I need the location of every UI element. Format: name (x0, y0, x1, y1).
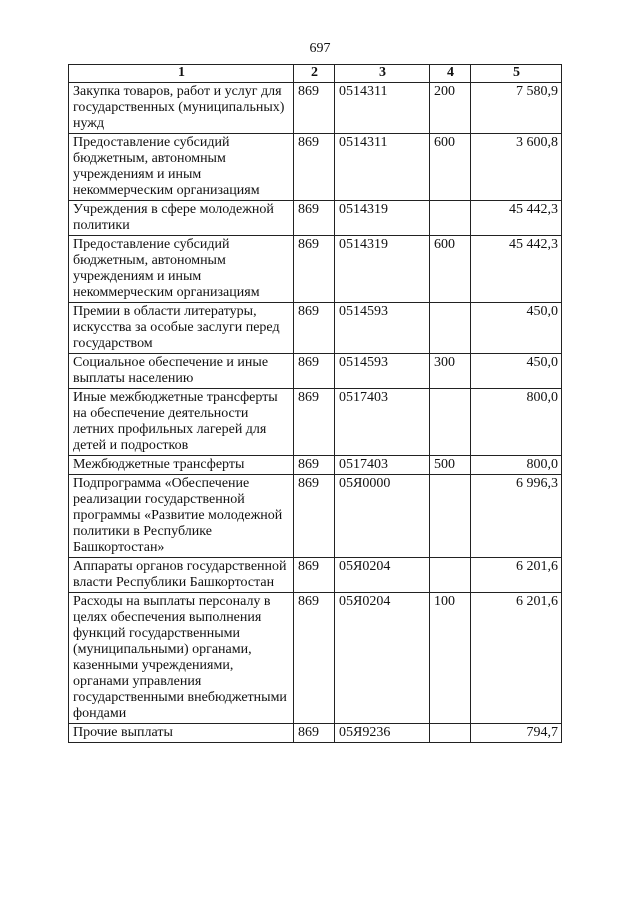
row-amount: 45 442,3 (471, 236, 562, 303)
row-amount: 6 201,6 (471, 558, 562, 593)
row-expense-type (430, 201, 471, 236)
row-target-article: 0514311 (335, 134, 430, 201)
row-expense-type: 100 (430, 593, 471, 724)
row-target-article: 0514319 (335, 201, 430, 236)
row-ministry-code: 869 (294, 134, 335, 201)
row-expense-type (430, 724, 471, 743)
table-row (69, 354, 562, 389)
row-ministry-code: 869 (294, 558, 335, 593)
row-ministry-code: 869 (294, 456, 335, 475)
row-expense-type: 300 (430, 354, 471, 389)
table-row (69, 593, 562, 724)
row-expense-type: 200 (430, 83, 471, 134)
row-target-article: 05Я0204 (335, 593, 430, 724)
row-amount: 800,0 (471, 389, 562, 456)
table-row (69, 724, 562, 743)
header-col-1: 1 (69, 65, 294, 83)
header-col-5: 5 (471, 65, 562, 83)
table-header-row (69, 65, 562, 83)
row-target-article: 0514593 (335, 354, 430, 389)
row-amount: 450,0 (471, 354, 562, 389)
table-row (69, 83, 562, 134)
row-ministry-code: 869 (294, 389, 335, 456)
row-ministry-code: 869 (294, 354, 335, 389)
row-name: Прочие выплаты (69, 724, 294, 743)
row-name: Предоставление субсидий бюджетным, автономным учреждениям и иным некоммерческим организациям (69, 236, 294, 303)
row-expense-type: 500 (430, 456, 471, 475)
row-expense-type: 600 (430, 236, 471, 303)
row-target-article: 0514311 (335, 83, 430, 134)
table-row (69, 134, 562, 201)
table-row (69, 456, 562, 475)
row-target-article: 0514319 (335, 236, 430, 303)
header-col-3: 3 (335, 65, 430, 83)
row-ministry-code: 869 (294, 303, 335, 354)
row-amount: 6 201,6 (471, 593, 562, 724)
table-row (69, 303, 562, 354)
row-name: Межбюджетные трансферты (69, 456, 294, 475)
table-row (69, 236, 562, 303)
row-target-article: 05Я9236 (335, 724, 430, 743)
row-target-article: 0514593 (335, 303, 430, 354)
row-ministry-code: 869 (294, 724, 335, 743)
header-col-2: 2 (294, 65, 335, 83)
row-name: Учреждения в сфере молодежной политики (69, 201, 294, 236)
table-row (69, 558, 562, 593)
row-amount: 450,0 (471, 303, 562, 354)
row-expense-type (430, 558, 471, 593)
row-name: Социальное обеспечение и иные выплаты населению (69, 354, 294, 389)
row-ministry-code: 869 (294, 236, 335, 303)
row-ministry-code: 869 (294, 593, 335, 724)
row-expense-type (430, 389, 471, 456)
row-name: Иные межбюджетные трансферты на обеспечение деятельности летних профильных лагерей для детей и подростков (69, 389, 294, 456)
table-row (69, 201, 562, 236)
header-col-4: 4 (430, 65, 471, 83)
row-name: Расходы на выплаты персоналу в целях обеспечения выполнения функций государственными (муниципальными) органами, казенными учреждениями, органами управления государственными внебюджетными фондами (69, 593, 294, 724)
row-ministry-code: 869 (294, 475, 335, 558)
table-row (69, 389, 562, 456)
row-amount: 3 600,8 (471, 134, 562, 201)
row-name: Закупка товаров, работ и услуг для государственных (муниципальных) нужд (69, 83, 294, 134)
table-row (69, 475, 562, 558)
row-target-article: 05Я0204 (335, 558, 430, 593)
row-expense-type: 600 (430, 134, 471, 201)
row-expense-type (430, 475, 471, 558)
row-ministry-code: 869 (294, 201, 335, 236)
row-amount: 794,7 (471, 724, 562, 743)
row-amount: 45 442,3 (471, 201, 562, 236)
row-amount: 7 580,9 (471, 83, 562, 134)
row-name: Подпрограмма «Обеспечение реализации государственной программы «Развитие молодежной политики в Республике Башкортостан» (69, 475, 294, 558)
row-ministry-code: 869 (294, 83, 335, 134)
row-amount: 6 996,3 (471, 475, 562, 558)
row-name: Предоставление субсидий бюджетным, автономным учреждениям и иным некоммерческим организациям (69, 134, 294, 201)
row-amount: 800,0 (471, 456, 562, 475)
row-name: Аппараты органов государственной власти Республики Башкортостан (69, 558, 294, 593)
page-number: 697 (309, 41, 331, 56)
row-target-article: 05Я0000 (335, 475, 430, 558)
row-name: Премии в области литературы, искусства за особые заслуги перед государством (69, 303, 294, 354)
row-target-article: 0517403 (335, 456, 430, 475)
row-expense-type (430, 303, 471, 354)
budget-table (68, 64, 562, 743)
row-target-article: 0517403 (335, 389, 430, 456)
